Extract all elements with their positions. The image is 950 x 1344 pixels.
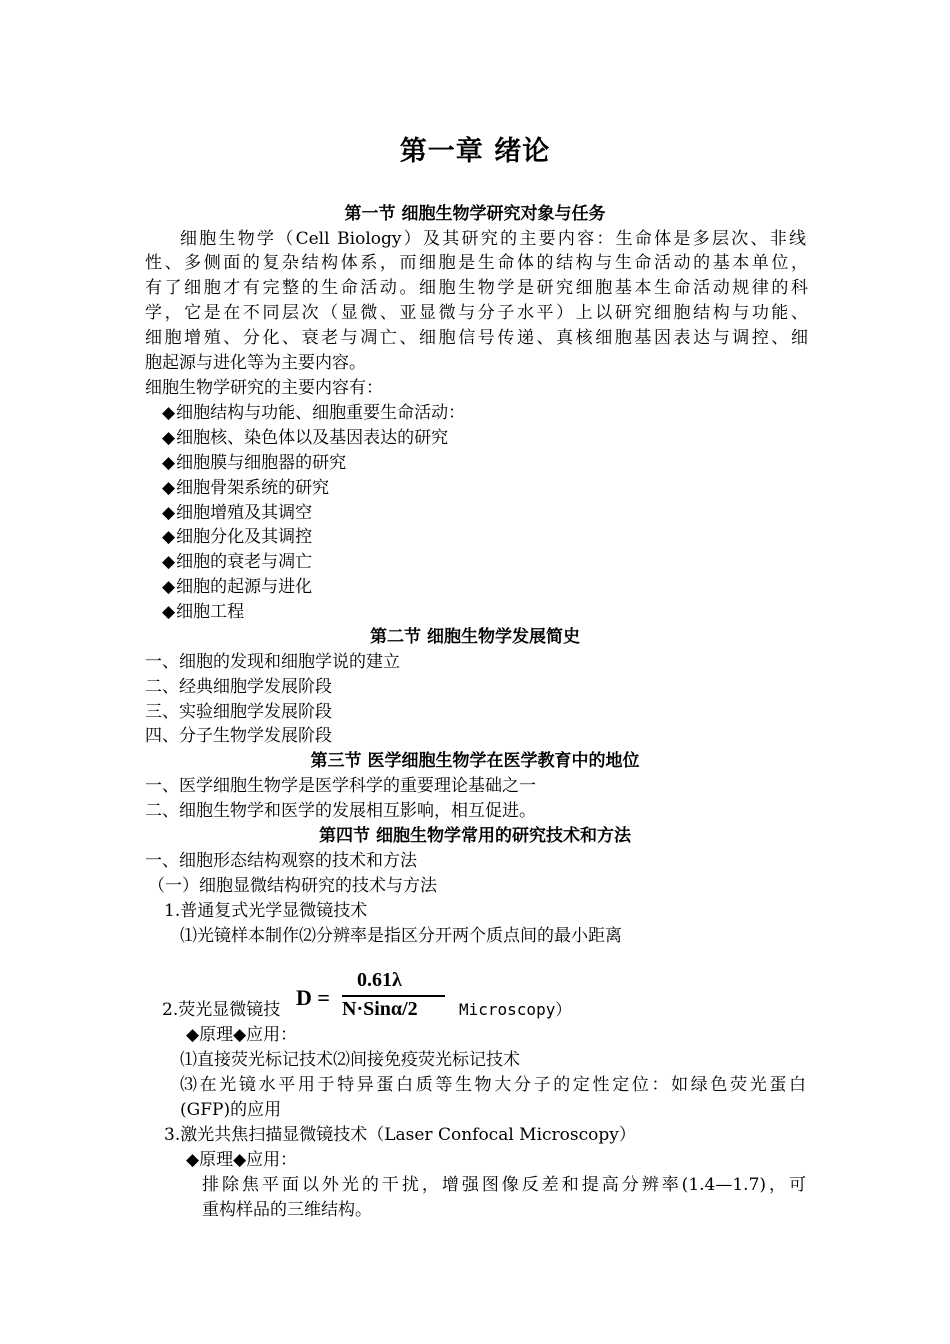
formula-lhs: D = (296, 985, 330, 1010)
s1-para-line-3: 有了细胞才有完整的生命活动。细胞生物学是研究细胞基本生命活动规律的科 (145, 278, 808, 298)
diamond-bullet-icon: ◆ (162, 428, 176, 448)
diamond-bullet-icon: ◆ (162, 577, 176, 597)
list-item (162, 525, 312, 549)
s1-para-line-5: 细胞增殖、分化、衰老与凋亡、细胞信号传递、真核细胞基因表达与调控、细 (145, 328, 808, 348)
s1-para-line-4: 学，它是在不同层次（显微、亚显微与分子水平）上以研究细胞结构与功能、 (145, 303, 808, 323)
section-3-heading: 第三节 医学细胞生物学在医学教育中的地位 (310, 751, 640, 771)
s4-line: （一）细胞显微结构研究的技术与方法 (148, 876, 437, 896)
list-item (162, 401, 465, 425)
list-item: 一、细胞的发现和细胞学说的建立 (145, 652, 400, 672)
diamond-bullet-icon: ◆ (162, 503, 176, 523)
list-item (162, 451, 346, 475)
section-1-heading: 第一节 细胞生物学研究对象与任务 (344, 204, 606, 224)
s4-line-fluorescence-end: Microscopy） (459, 1000, 572, 1019)
s4-line: (GFP)的应用 (180, 1100, 282, 1120)
s1-list-intro: 细胞生物学研究的主要内容有： (145, 378, 383, 398)
diamond-bullet-icon: ◆ (162, 527, 176, 547)
list-item: 三、实验细胞学发展阶段 (145, 702, 332, 722)
s4-line: ⑶在光镜水平用于特异蛋白质等生物大分子的定性定位：如绿色荧光蛋白 (180, 1075, 806, 1095)
list-item-label: 细胞膜与细胞器的研究 (176, 453, 347, 473)
s4-line: ⑴直接荧光标记技术⑵间接免疫荧光标记技术 (180, 1050, 520, 1070)
list-item (162, 501, 312, 525)
list-item-label: 细胞增殖及其调空 (176, 503, 313, 523)
list-item-label: 细胞工程 (176, 602, 245, 622)
formula-denominator: N·Sinα/2 (342, 998, 418, 1020)
diamond-bullet-icon: ◆ (162, 602, 176, 622)
resolution-formula (292, 965, 452, 1027)
s4-line: 3.激光共焦扫描显微镜技术（Laser Confocal Microscopy） (164, 1125, 636, 1145)
s4-line: 重构样品的三维结构。 (202, 1200, 372, 1220)
s4-line: 一、细胞形态结构观察的技术和方法 (145, 851, 417, 871)
list-item: 一、医学细胞生物学是医学科学的重要理论基础之一 (145, 776, 536, 796)
list-item (162, 600, 244, 624)
s1-para-line-6: 胞起源与进化等为主要内容。 (145, 353, 366, 373)
diamond-bullet-icon: ◆ (162, 478, 176, 498)
diamond-bullet-icon: ◆ (162, 552, 176, 572)
section-4-heading: 第四节 细胞生物学常用的研究技术和方法 (319, 826, 631, 846)
list-item: 四、分子生物学发展阶段 (145, 726, 332, 746)
formula-fraction-bar (342, 995, 445, 997)
list-item (162, 426, 448, 450)
list-item: 二、经典细胞学发展阶段 (145, 677, 332, 697)
list-item (162, 476, 329, 500)
s4-line: 1.普通复式光学显微镜技术 (164, 901, 368, 921)
s4-line: ⑴光镜样本制作⑵分辨率是指区分开两个质点间的最小距离 (180, 926, 622, 946)
list-item-label: 细胞骨架系统的研究 (176, 478, 330, 498)
s1-para-line-1: 细胞生物学（Cell Biology）及其研究的主要内容：生命体是多层次、非线 (180, 229, 806, 249)
list-item-label: 细胞核、染色体以及基因表达的研究 (176, 428, 449, 448)
list-item-label: 细胞分化及其调控 (176, 527, 313, 547)
list-item-label: 细胞的衰老与凋亡 (176, 552, 313, 572)
s1-para-line-2: 性、多侧面的复杂结构体系，而细胞是生命体的结构与生命活动的基本单位， (145, 253, 808, 273)
s4-line: ◆原理◆应用： (186, 1025, 298, 1045)
s4-line-fluorescence-start: 2.荧光显微镜技 (162, 1000, 281, 1020)
s4-line: ◆原理◆应用： (186, 1150, 298, 1170)
formula-numerator: 0.61λ (357, 969, 402, 991)
list-item (162, 550, 312, 574)
chapter-title: 第一章 绪论 (399, 136, 551, 167)
list-item (162, 575, 312, 599)
list-item-label: 细胞的起源与进化 (176, 577, 313, 597)
diamond-bullet-icon: ◆ (162, 403, 176, 423)
list-item: 二、细胞生物学和医学的发展相互影响，相互促进。 (145, 801, 536, 821)
section-2-heading: 第二节 细胞生物学发展简史 (370, 627, 580, 647)
list-item-label: 细胞结构与功能、细胞重要生命活动： (176, 403, 466, 423)
diamond-bullet-icon: ◆ (162, 453, 176, 473)
s4-line: 排除焦平面以外光的干扰，增强图像反差和提高分辨率(1.4—1.7)，可 (202, 1175, 806, 1195)
